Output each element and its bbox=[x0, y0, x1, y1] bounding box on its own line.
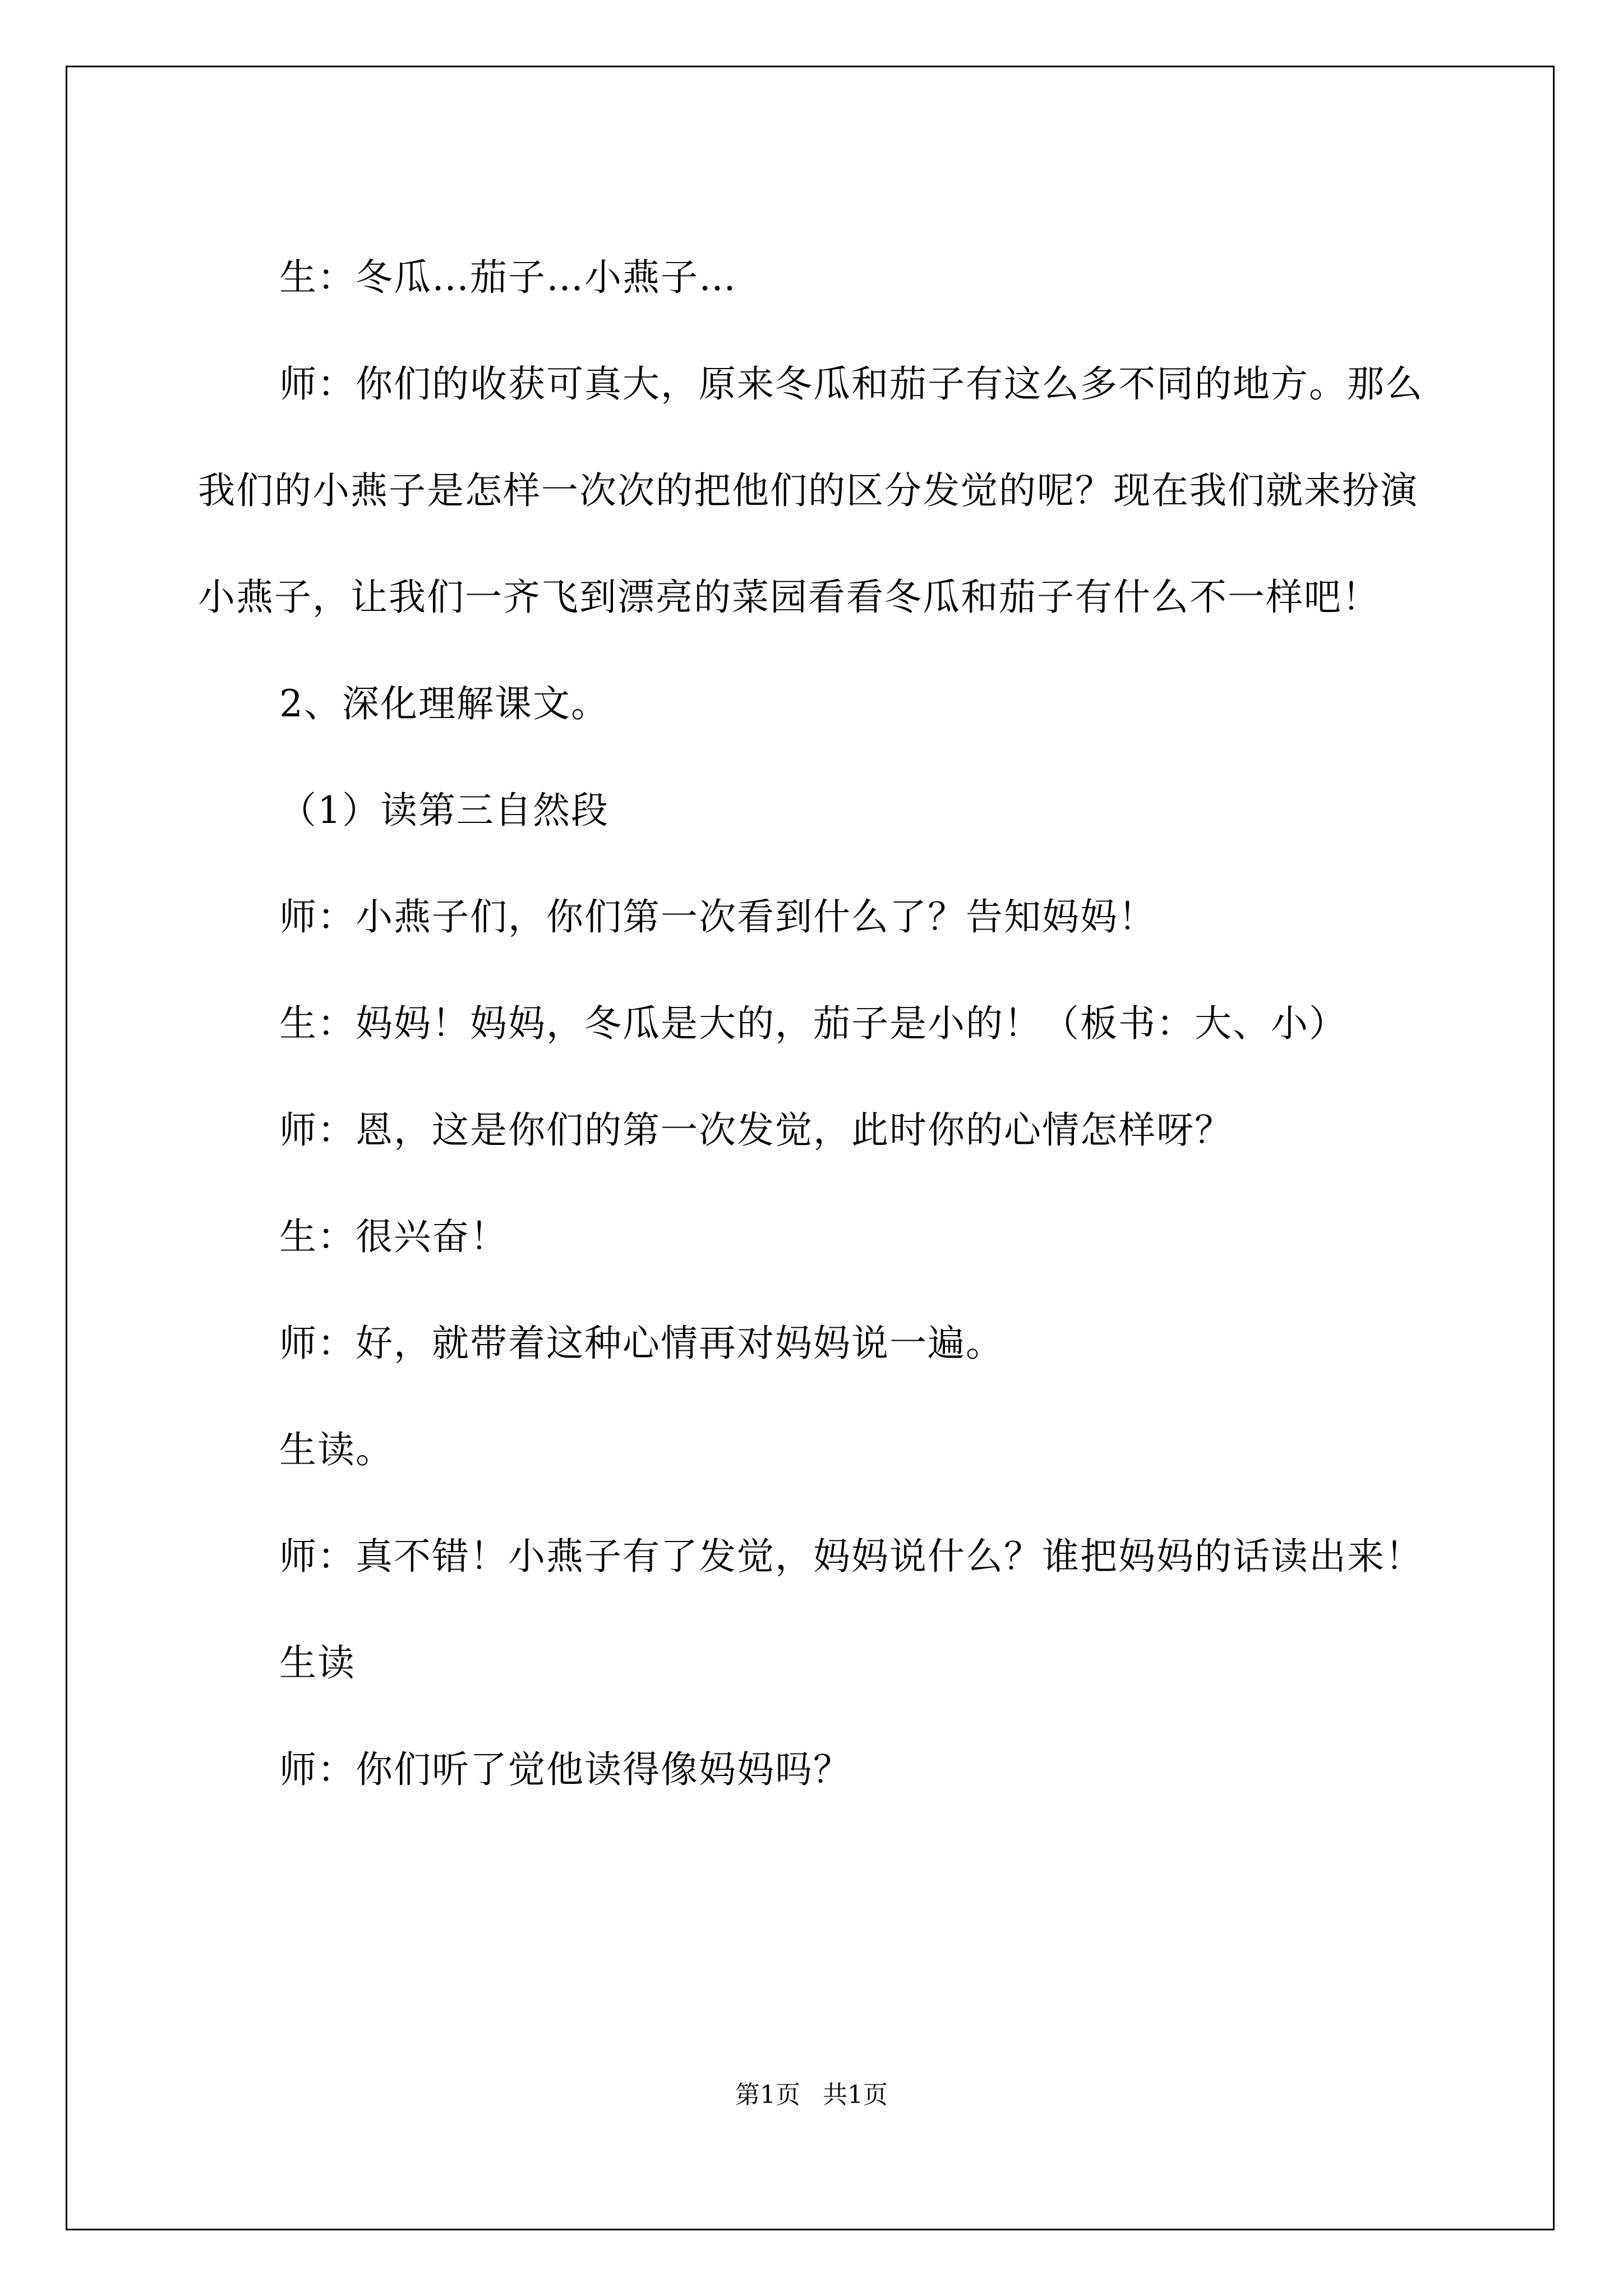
paragraph: 2、深化理解课文。 bbox=[279, 682, 609, 725]
paragraph: 师：恩，这是你们的第一次发觉，此时你的心情怎样呀？ bbox=[279, 1108, 1233, 1152]
paragraph: 生读 bbox=[279, 1641, 356, 1685]
paragraph: 生：冬瓜…茄子…小燕子… bbox=[279, 256, 737, 299]
paragraph: 生读。 bbox=[279, 1428, 394, 1471]
page-number: 第1页 bbox=[735, 2081, 800, 2109]
paragraph: 生：很兴奋！ bbox=[279, 1215, 508, 1258]
page-footer bbox=[0, 2078, 1623, 2112]
paragraph: 师：真不错！小燕子有了发觉，妈妈说什么？谁把妈妈的话读出来！ bbox=[279, 1535, 1423, 1578]
page-total: 共1页 bbox=[823, 2081, 888, 2109]
document-body bbox=[198, 224, 1432, 1823]
paragraph: （1）读第三自然段 bbox=[279, 789, 609, 832]
paragraph: 师：好，就带着这种心情再对妈妈说一遍。 bbox=[279, 1322, 1004, 1365]
paragraph: 师：你们的收获可真大，原来冬瓜和茄子有这么多不同的地方。那么我们的小燕子是怎样一次次的把他们的区分发觉的呢？现在我们就来扮演小燕子，让我们一齐飞到漂亮的菜园看看冬瓜和茄子有什么不一样吧！ bbox=[198, 362, 1423, 619]
paragraph: 师：你们听了觉他读得像妈妈吗？ bbox=[279, 1748, 851, 1791]
paragraph: 师：小燕子们，你们第一次看到什么了？告知妈妈！ bbox=[279, 895, 1156, 938]
paragraph: 生：妈妈！妈妈，冬瓜是大的，茄子是小的！（板书：大、小） bbox=[279, 1002, 1347, 1045]
